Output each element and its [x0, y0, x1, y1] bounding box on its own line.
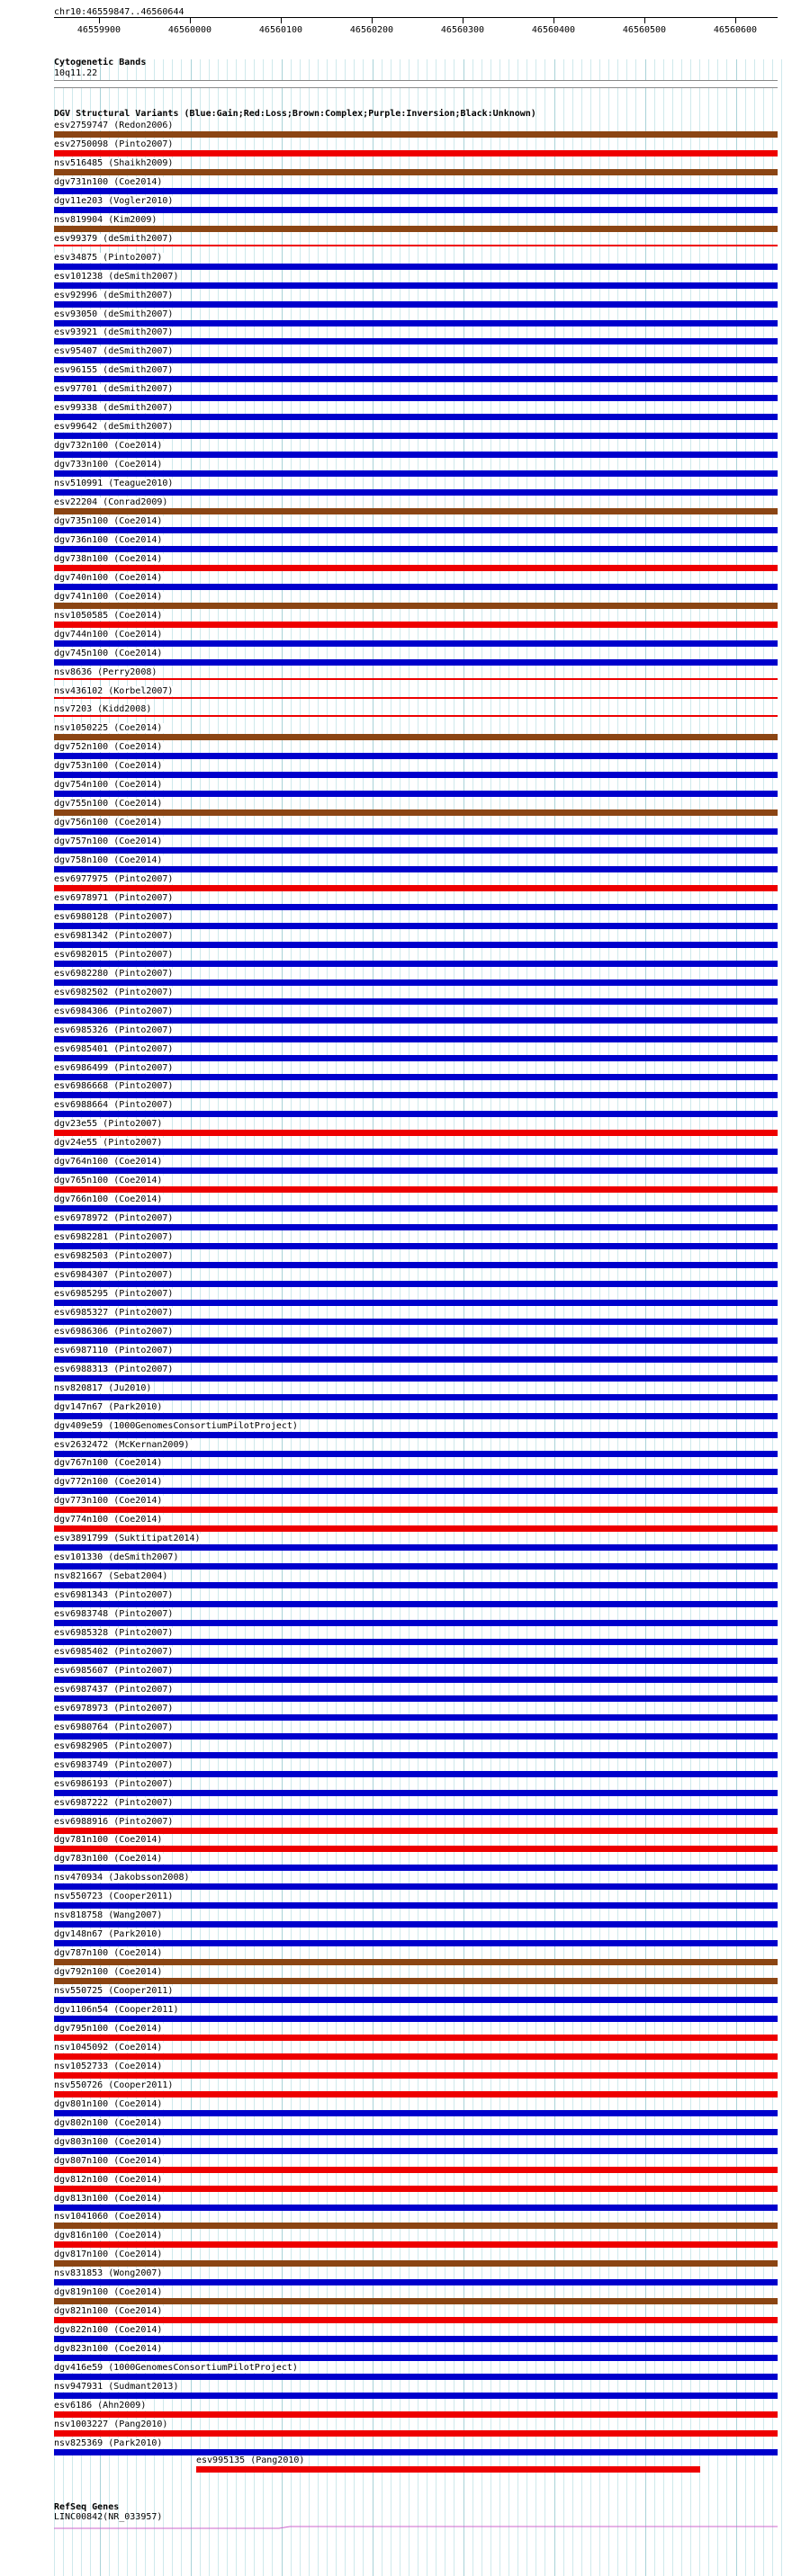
dgv-feature-label[interactable]: nsv470934 (Jakobsson2008) — [54, 1873, 190, 1883]
dgv-feature-bar[interactable] — [54, 1582, 778, 1588]
dgv-feature-bar[interactable] — [54, 1658, 778, 1664]
dgv-feature-label[interactable]: esv6986193 (Pinto2007) — [54, 1779, 174, 1789]
dgv-feature-label[interactable]: esv2632472 (McKernan2009) — [54, 1440, 190, 1450]
position-label: chr10:46559847..46560644 — [54, 7, 184, 17]
dgv-feature-bar[interactable] — [54, 2223, 778, 2229]
dgv-feature-bar[interactable] — [54, 433, 778, 439]
dgv-feature-label[interactable]: nsv821667 (Sebat2004) — [54, 1571, 168, 1581]
dgv-feature-label[interactable]: esv2759747 (Redon2006) — [54, 121, 174, 130]
dgv-feature-bar[interactable] — [54, 1790, 778, 1796]
dgv-feature-label[interactable]: esv97701 (deSmith2007) — [54, 384, 174, 394]
dgv-feature-label[interactable]: dgv752n100 (Coe2014) — [54, 742, 163, 752]
dgv-feature-bar[interactable] — [54, 2411, 778, 2418]
dgv-feature-bar[interactable] — [54, 2035, 778, 2041]
dgv-feature-bar[interactable] — [54, 659, 778, 666]
dgv-feature-label[interactable]: nsv825369 (Park2010) — [54, 2438, 163, 2448]
dgv-feature-label[interactable]: esv6985327 (Pinto2007) — [54, 1308, 174, 1318]
dgv-feature-label[interactable]: esv6983749 (Pinto2007) — [54, 1760, 174, 1770]
dgv-feature-bar[interactable] — [54, 1809, 778, 1815]
dgv-feature-bar[interactable] — [54, 1281, 778, 1287]
grid-line — [781, 59, 782, 2576]
dgv-feature-label[interactable]: esv6984307 (Pinto2007) — [54, 1270, 174, 1280]
dgv-feature-bar[interactable] — [54, 1375, 778, 1382]
dgv-feature-bar[interactable] — [54, 2374, 778, 2380]
dgv-feature-label[interactable]: nsv820817 (Ju2010) — [54, 1383, 152, 1393]
dgv-feature-bar[interactable] — [54, 809, 778, 816]
dgv-feature-label[interactable]: dgv148n67 (Park2010) — [54, 1929, 163, 1939]
dgv-feature-label[interactable]: dgv731n100 (Coe2014) — [54, 177, 163, 187]
dgv-feature-bar[interactable] — [54, 1902, 778, 1909]
dgv-feature-bar[interactable] — [54, 489, 778, 496]
dgv-feature-label[interactable]: nsv436102 (Korbel2007) — [54, 686, 174, 696]
dgv-feature-label[interactable]: esv6986306 (Pinto2007) — [54, 1327, 174, 1337]
dgv-feature-bar[interactable] — [54, 357, 778, 363]
dgv-feature-bar[interactable] — [54, 847, 778, 854]
dgv-feature-bar[interactable] — [54, 640, 778, 647]
dgv-feature-bar[interactable] — [54, 2336, 778, 2342]
ruler-tick-label: 46560500 — [622, 25, 667, 35]
dgv-feature-bar[interactable] — [54, 1149, 778, 1155]
dgv-feature-bar[interactable] — [54, 414, 778, 420]
dgv-feature-label[interactable]: esv6985326 (Pinto2007) — [54, 1025, 174, 1035]
dgv-feature-label[interactable]: esv101330 (deSmith2007) — [54, 1552, 179, 1562]
dgv-feature-label[interactable]: dgv817n100 (Coe2014) — [54, 2250, 163, 2259]
dgv-feature-label[interactable]: esv6980128 (Pinto2007) — [54, 912, 174, 922]
dgv-feature-label[interactable]: dgv783n100 (Coe2014) — [54, 1854, 163, 1864]
dgv-feature-label[interactable]: dgv819n100 (Coe2014) — [54, 2287, 163, 2297]
dgv-feature-bar[interactable] — [54, 697, 778, 699]
ruler-tick — [463, 18, 464, 23]
dgv-feature-bar[interactable] — [54, 452, 778, 458]
cytoband-label: 10q11.22 — [54, 68, 98, 78]
dgv-feature-label[interactable]: esv3891799 (Suktitipat2014) — [54, 1534, 201, 1543]
dgv-feature-bar[interactable] — [54, 1639, 778, 1645]
dgv-feature-label[interactable]: dgv802n100 (Coe2014) — [54, 2118, 163, 2128]
dgv-feature-label[interactable]: esv6982015 (Pinto2007) — [54, 950, 174, 960]
dgv-feature-label[interactable]: esv6988916 (Pinto2007) — [54, 1817, 174, 1827]
dgv-feature-label[interactable]: esv95407 (deSmith2007) — [54, 346, 174, 356]
dgv-feature-bar[interactable] — [54, 2430, 778, 2437]
dgv-feature-bar[interactable] — [54, 866, 778, 872]
refseq-track-title: RefSeq Genes — [54, 2502, 120, 2512]
dgv-feature-label[interactable]: esv6978972 (Pinto2007) — [54, 1213, 174, 1223]
refseq-gene-label[interactable]: LINC00842(NR_033957) — [54, 2512, 163, 2522]
dgv-feature-bar[interactable] — [54, 1620, 778, 1626]
ruler-tick-label: 46560400 — [531, 25, 576, 35]
dgv-feature-label[interactable]: esv6987222 (Pinto2007) — [54, 1798, 174, 1808]
dgv-feature-bar[interactable] — [196, 2466, 700, 2473]
dgv-feature-bar[interactable] — [54, 961, 778, 967]
dgv-feature-label[interactable]: dgv822n100 (Coe2014) — [54, 2325, 163, 2335]
dgv-feature-bar[interactable] — [54, 2016, 778, 2022]
dgv-feature-bar[interactable] — [54, 1224, 778, 1230]
dgv-feature-label[interactable]: nsv550723 (Cooper2011) — [54, 1892, 174, 1901]
dgv-feature-label[interactable]: dgv23e55 (Pinto2007) — [54, 1119, 163, 1129]
dgv-feature-label[interactable]: dgv416e59 (1000GenomesConsortiumPilotProject) — [54, 2363, 298, 2373]
dgv-feature-label[interactable]: nsv1003227 (Pang2010) — [54, 2419, 168, 2429]
dgv-feature-bar[interactable] — [54, 1337, 778, 1344]
dgv-feature-label[interactable]: dgv741n100 (Coe2014) — [54, 592, 163, 602]
dgv-feature-bar[interactable] — [54, 923, 778, 929]
dgv-feature-bar[interactable] — [54, 2129, 778, 2135]
dgv-feature-label[interactable]: esv6983748 (Pinto2007) — [54, 1609, 174, 1619]
dgv-feature-bar[interactable] — [54, 131, 778, 138]
dgv-feature-bar[interactable] — [54, 734, 778, 740]
dgv-feature-bar[interactable] — [54, 603, 778, 609]
dgv-feature-bar[interactable] — [54, 527, 778, 533]
dgv-feature-label[interactable]: dgv753n100 (Coe2014) — [54, 761, 163, 771]
dgv-feature-bar[interactable] — [54, 1111, 778, 1117]
dgv-feature-label[interactable]: esv6985328 (Pinto2007) — [54, 1628, 174, 1638]
dgv-feature-label[interactable]: dgv787n100 (Coe2014) — [54, 1948, 163, 1958]
dgv-feature-bar[interactable] — [54, 2167, 778, 2173]
dgv-feature-label[interactable]: esv99642 (deSmith2007) — [54, 422, 174, 432]
dgv-feature-bar[interactable] — [54, 753, 778, 759]
dgv-feature-bar[interactable] — [54, 2205, 778, 2211]
dgv-feature-label[interactable]: dgv823n100 (Coe2014) — [54, 2344, 163, 2354]
dgv-feature-bar[interactable] — [54, 264, 778, 270]
dgv-feature-bar[interactable] — [54, 1300, 778, 1306]
dgv-feature-label[interactable]: nsv1052733 (Coe2014) — [54, 2062, 163, 2071]
dgv-feature-label[interactable]: esv6985402 (Pinto2007) — [54, 1647, 174, 1657]
dgv-feature-label[interactable]: esv6982502 (Pinto2007) — [54, 988, 174, 997]
dgv-feature-bar[interactable] — [54, 998, 778, 1005]
dgv-feature-label[interactable]: dgv773n100 (Coe2014) — [54, 1496, 163, 1506]
dgv-feature-bar[interactable] — [54, 1714, 778, 1721]
dgv-feature-bar[interactable] — [54, 1469, 778, 1475]
dgv-feature-label[interactable]: dgv795n100 (Coe2014) — [54, 2024, 163, 2034]
dgv-feature-bar[interactable] — [54, 1413, 778, 1419]
dgv-feature-label[interactable]: esv6987437 (Pinto2007) — [54, 1685, 174, 1695]
dgv-feature-bar[interactable] — [54, 245, 778, 246]
dgv-feature-bar[interactable] — [54, 1525, 778, 1532]
dgv-feature-label[interactable]: esv6981343 (Pinto2007) — [54, 1590, 174, 1600]
dgv-feature-label[interactable]: esv995135 (Pang2010) — [196, 2455, 305, 2465]
refseq-gene-glyph[interactable] — [54, 2521, 778, 2532]
dgv-feature-bar[interactable] — [54, 2317, 778, 2323]
dgv-feature-bar[interactable] — [54, 2110, 778, 2116]
dgv-feature-bar[interactable] — [54, 772, 778, 778]
dgv-feature-label[interactable]: dgv758n100 (Coe2014) — [54, 855, 163, 865]
dgv-feature-label[interactable]: esv6987110 (Pinto2007) — [54, 1346, 174, 1355]
dgv-feature-label[interactable]: dgv821n100 (Coe2014) — [54, 2306, 163, 2316]
dgv-feature-label[interactable]: nsv818758 (Wang2007) — [54, 1910, 163, 1920]
dgv-feature-label[interactable]: dgv735n100 (Coe2014) — [54, 516, 163, 526]
dgv-feature-label[interactable]: nsv819904 (Kim2009) — [54, 215, 158, 225]
dgv-feature-bar[interactable] — [54, 1432, 778, 1438]
ruler-tick — [735, 18, 736, 23]
dgv-feature-label[interactable]: dgv736n100 (Coe2014) — [54, 535, 163, 545]
dgv-feature-label[interactable]: dgv745n100 (Coe2014) — [54, 648, 163, 658]
dgv-feature-label[interactable]: dgv812n100 (Coe2014) — [54, 2175, 163, 2185]
dgv-feature-bar[interactable] — [54, 2148, 778, 2154]
dgv-feature-bar[interactable] — [54, 2053, 778, 2060]
dgv-feature-bar[interactable] — [54, 942, 778, 948]
dgv-feature-bar[interactable] — [54, 1092, 778, 1098]
dgv-feature-label[interactable]: dgv1106n54 (Cooper2011) — [54, 2005, 179, 2015]
dgv-feature-label[interactable]: dgv756n100 (Coe2014) — [54, 818, 163, 827]
ruler-tick-label: 46560300 — [440, 25, 485, 35]
dgv-feature-bar[interactable] — [54, 828, 778, 835]
dgv-feature-bar[interactable] — [54, 1921, 778, 1928]
dgv-feature-label[interactable]: dgv803n100 (Coe2014) — [54, 2137, 163, 2147]
dgv-feature-bar[interactable] — [54, 2355, 778, 2361]
dgv-feature-bar[interactable] — [54, 1167, 778, 1174]
dgv-feature-bar[interactable] — [54, 2091, 778, 2097]
gene-intron-line — [54, 2527, 778, 2528]
ruler-tick — [190, 18, 191, 23]
ruler-line — [54, 17, 778, 18]
dgv-feature-label[interactable]: dgv781n100 (Coe2014) — [54, 1835, 163, 1845]
dgv-feature-label[interactable]: esv6986668 (Pinto2007) — [54, 1081, 174, 1091]
dgv-feature-label[interactable]: nsv831853 (Wong2007) — [54, 2268, 163, 2278]
dgv-feature-bar[interactable] — [54, 1074, 778, 1080]
dgv-feature-label[interactable]: esv92996 (deSmith2007) — [54, 291, 174, 300]
dgv-feature-label[interactable]: dgv766n100 (Coe2014) — [54, 1194, 163, 1204]
dgv-feature-bar[interactable] — [54, 1771, 778, 1777]
dgv-feature-bar[interactable] — [54, 678, 778, 680]
ruler-tick-label: 46559900 — [76, 25, 122, 35]
dgv-feature-bar[interactable] — [54, 169, 778, 175]
dgv-feature-bar[interactable] — [54, 226, 778, 232]
dgv-feature-label[interactable]: dgv772n100 (Coe2014) — [54, 1477, 163, 1487]
dgv-feature-bar[interactable] — [54, 1695, 778, 1702]
dgv-feature-label[interactable]: esv6980764 (Pinto2007) — [54, 1722, 174, 1732]
dgv-feature-bar[interactable] — [54, 1055, 778, 1061]
dgv-feature-bar[interactable] — [54, 1243, 778, 1249]
dgv-feature-bar[interactable] — [54, 1733, 778, 1740]
dgv-feature-bar[interactable] — [54, 791, 778, 797]
dgv-feature-label[interactable]: dgv732n100 (Coe2014) — [54, 441, 163, 451]
dgv-feature-label[interactable]: dgv147n67 (Park2010) — [54, 1402, 163, 1412]
dgv-feature-label[interactable]: dgv738n100 (Coe2014) — [54, 554, 163, 564]
dgv-feature-label[interactable]: dgv754n100 (Coe2014) — [54, 780, 163, 790]
dgv-feature-bar[interactable] — [54, 904, 778, 910]
dgv-feature-bar[interactable] — [54, 1036, 778, 1042]
dgv-feature-label[interactable]: esv6982281 (Pinto2007) — [54, 1232, 174, 1242]
dgv-feature-label[interactable]: esv6981342 (Pinto2007) — [54, 931, 174, 941]
dgv-feature-label[interactable]: dgv767n100 (Coe2014) — [54, 1458, 163, 1468]
dgv-feature-label[interactable]: nsv510991 (Teague2010) — [54, 479, 174, 488]
dgv-feature-bar[interactable] — [54, 1544, 778, 1551]
dgv-feature-bar[interactable] — [54, 979, 778, 986]
dgv-feature-bar[interactable] — [54, 2298, 778, 2304]
dgv-feature-label[interactable]: dgv813n100 (Coe2014) — [54, 2194, 163, 2204]
dgv-feature-bar[interactable] — [54, 1752, 778, 1758]
dgv-feature-bar[interactable] — [54, 2449, 778, 2455]
dgv-feature-bar[interactable] — [54, 207, 778, 213]
dgv-feature-bar[interactable] — [54, 1601, 778, 1607]
dgv-feature-bar[interactable] — [54, 1846, 778, 1852]
dgv-feature-label[interactable]: esv93921 (deSmith2007) — [54, 327, 174, 337]
dgv-feature-label[interactable]: esv99379 (deSmith2007) — [54, 234, 174, 244]
dgv-feature-bar[interactable] — [54, 565, 778, 571]
cytoband-bar[interactable] — [54, 80, 778, 88]
dgv-feature-label[interactable]: esv6186 (Ahn2009) — [54, 2401, 147, 2411]
ruler-tick-label: 46560600 — [713, 25, 758, 35]
dgv-feature-bar[interactable] — [54, 2393, 778, 2399]
dgv-feature-bar[interactable] — [54, 320, 778, 326]
dgv-feature-label[interactable]: esv34875 (Pinto2007) — [54, 253, 163, 263]
dgv-feature-label[interactable]: esv6985401 (Pinto2007) — [54, 1044, 174, 1054]
dgv-feature-label[interactable]: nsv1050225 (Coe2014) — [54, 723, 163, 733]
dgv-feature-bar[interactable] — [54, 1978, 778, 1984]
dgv-feature-bar[interactable] — [54, 1205, 778, 1212]
cytoband-track-title: Cytogenetic Bands — [54, 58, 147, 67]
dgv-feature-label[interactable]: esv6982905 (Pinto2007) — [54, 1741, 174, 1751]
dgv-feature-bar[interactable] — [54, 2072, 778, 2079]
dgv-feature-label[interactable]: dgv740n100 (Coe2014) — [54, 573, 163, 583]
dgv-feature-bar[interactable] — [54, 1883, 778, 1890]
dgv-feature-label[interactable]: dgv801n100 (Coe2014) — [54, 2099, 163, 2109]
dgv-feature-label[interactable]: dgv24e55 (Pinto2007) — [54, 1138, 163, 1148]
dgv-feature-bar[interactable] — [54, 508, 778, 514]
dgv-feature-label[interactable]: esv93050 (deSmith2007) — [54, 309, 174, 319]
dgv-feature-bar[interactable] — [54, 395, 778, 401]
dgv-feature-bar[interactable] — [54, 622, 778, 628]
dgv-feature-label[interactable]: nsv1045092 (Coe2014) — [54, 2043, 163, 2053]
dgv-feature-label[interactable]: nsv7203 (Kidd2008) — [54, 704, 152, 714]
dgv-feature-label[interactable]: esv99338 (deSmith2007) — [54, 403, 174, 413]
dgv-feature-bar[interactable] — [54, 338, 778, 344]
ruler-tick — [644, 18, 645, 23]
ruler-tick-label: 46560100 — [258, 25, 303, 35]
dgv-feature-label[interactable]: dgv755n100 (Coe2014) — [54, 799, 163, 809]
dgv-feature-label[interactable]: dgv744n100 (Coe2014) — [54, 630, 163, 640]
dgv-feature-bar[interactable] — [54, 1186, 778, 1193]
dgv-feature-label[interactable]: nsv1050585 (Coe2014) — [54, 611, 163, 621]
dgv-feature-bar[interactable] — [54, 1959, 778, 1965]
dgv-feature-bar[interactable] — [54, 470, 778, 477]
dgv-feature-label[interactable]: esv6988313 (Pinto2007) — [54, 1364, 174, 1374]
dgv-feature-label[interactable]: dgv757n100 (Coe2014) — [54, 836, 163, 846]
ruler-tick — [99, 18, 100, 23]
dgv-feature-bar[interactable] — [54, 1451, 778, 1457]
dgv-feature-bar[interactable] — [54, 1394, 778, 1400]
dgv-feature-bar[interactable] — [54, 885, 778, 891]
dgv-feature-bar[interactable] — [54, 546, 778, 552]
dgv-feature-label[interactable]: esv6986499 (Pinto2007) — [54, 1063, 174, 1073]
dgv-feature-bar[interactable] — [54, 2279, 778, 2285]
dgv-feature-label[interactable]: nsv550725 (Cooper2011) — [54, 1986, 174, 1996]
dgv-feature-bar[interactable] — [54, 1319, 778, 1325]
dgv-feature-label[interactable]: dgv774n100 (Coe2014) — [54, 1515, 163, 1525]
dgv-feature-bar[interactable] — [54, 1488, 778, 1494]
dgv-feature-bar[interactable] — [54, 282, 778, 289]
ruler-tick-label: 46560200 — [349, 25, 394, 35]
dgv-feature-bar[interactable] — [54, 2186, 778, 2192]
dgv-feature-label[interactable]: esv6978971 (Pinto2007) — [54, 893, 174, 903]
dgv-feature-bar[interactable] — [54, 1677, 778, 1683]
dgv-feature-bar[interactable] — [54, 150, 778, 157]
dgv-feature-label[interactable]: dgv816n100 (Coe2014) — [54, 2231, 163, 2241]
ruler-tick-label: 46560000 — [167, 25, 212, 35]
dgv-feature-label[interactable]: nsv947931 (Sudmant2013) — [54, 2382, 179, 2392]
dgv-feature-bar[interactable] — [54, 2241, 778, 2248]
dgv-feature-label[interactable]: nsv516485 (Shaikh2009) — [54, 158, 174, 168]
dgv-feature-bar[interactable] — [54, 301, 778, 308]
dgv-feature-label[interactable]: nsv8636 (Perry2008) — [54, 667, 158, 677]
dgv-feature-label[interactable]: dgv733n100 (Coe2014) — [54, 460, 163, 470]
dgv-feature-label[interactable]: esv2750098 (Pinto2007) — [54, 139, 174, 149]
dgv-feature-bar[interactable] — [54, 1865, 778, 1871]
dgv-feature-bar[interactable] — [54, 1507, 778, 1513]
dgv-feature-bar[interactable] — [54, 584, 778, 590]
dgv-feature-bar[interactable] — [54, 1017, 778, 1024]
dgv-feature-label[interactable]: dgv792n100 (Coe2014) — [54, 1967, 163, 1977]
dgv-feature-label[interactable]: esv22204 (Conrad2009) — [54, 497, 168, 507]
dgv-feature-bar[interactable] — [54, 1262, 778, 1268]
dgv-feature-label[interactable]: esv6985295 (Pinto2007) — [54, 1289, 174, 1299]
ruler-header — [0, 0, 801, 45]
dgv-feature-bar[interactable] — [54, 2260, 778, 2267]
dgv-feature-bar[interactable] — [54, 1940, 778, 1946]
dgv-feature-bar[interactable] — [54, 1356, 778, 1363]
dgv-feature-label[interactable]: esv101238 (deSmith2007) — [54, 272, 179, 282]
dgv-feature-label[interactable]: dgv764n100 (Coe2014) — [54, 1157, 163, 1167]
dgv-feature-label[interactable]: dgv409e59 (1000GenomesConsortiumPilotProject) — [54, 1421, 298, 1431]
dgv-feature-label[interactable]: esv96155 (deSmith2007) — [54, 365, 174, 375]
dgv-feature-label[interactable]: dgv765n100 (Coe2014) — [54, 1176, 163, 1185]
dgv-feature-label[interactable]: esv6984306 (Pinto2007) — [54, 1006, 174, 1016]
dgv-feature-label[interactable]: esv6988664 (Pinto2007) — [54, 1100, 174, 1110]
dgv-feature-bar[interactable] — [54, 1997, 778, 2003]
dgv-feature-label[interactable]: esv6985607 (Pinto2007) — [54, 1666, 174, 1676]
dgv-feature-label[interactable]: nsv1041060 (Coe2014) — [54, 2212, 163, 2222]
dgv-feature-label[interactable]: esv6978973 (Pinto2007) — [54, 1704, 174, 1713]
dgv-feature-label[interactable]: dgv807n100 (Coe2014) — [54, 2156, 163, 2166]
dgv-feature-bar[interactable] — [54, 1828, 778, 1834]
dgv-feature-bar[interactable] — [54, 715, 778, 717]
dgv-feature-label[interactable]: dgv11e203 (Vogler2010) — [54, 196, 174, 206]
dgv-feature-label[interactable]: esv6982503 (Pinto2007) — [54, 1251, 174, 1261]
ruler-tick — [372, 18, 373, 23]
dgv-feature-bar[interactable] — [54, 188, 778, 194]
dgv-feature-label[interactable]: esv6977975 (Pinto2007) — [54, 874, 174, 884]
ruler-tick — [281, 18, 282, 23]
dgv-feature-label[interactable]: nsv550726 (Cooper2011) — [54, 2080, 174, 2090]
dgv-feature-label[interactable]: esv6982280 (Pinto2007) — [54, 969, 174, 979]
dgv-feature-bar[interactable] — [54, 376, 778, 382]
dgv-track-title: DGV Structural Variants (Blue:Gain;Red:Loss;Brown:Complex;Purple:Inversion;Black:Unknown) — [54, 109, 536, 119]
dgv-feature-bar[interactable] — [54, 1563, 778, 1570]
dgv-feature-bar[interactable] — [54, 1130, 778, 1136]
